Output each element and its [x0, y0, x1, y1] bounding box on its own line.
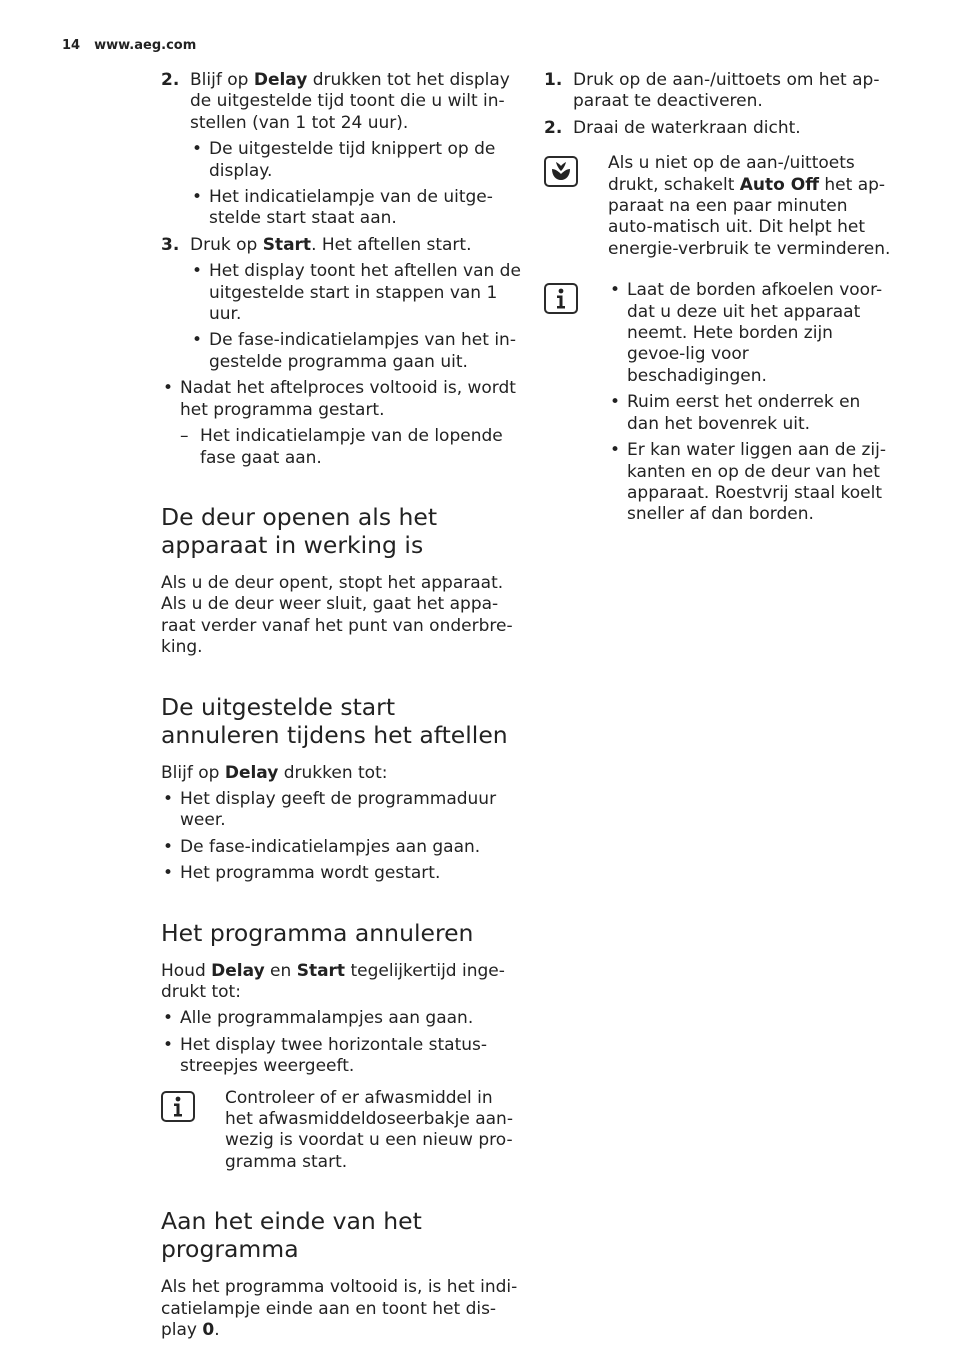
- dash-item: – Het indicatielampje van de lopende fase gaat aan.: [180, 426, 503, 468]
- step-number: 3.: [161, 234, 180, 255]
- step-1: [544, 70, 894, 113]
- section-text-end: Als het programma voltooid is, is het indi-catielampje einde aan en toont het dis-play 0.: [161, 1277, 518, 1341]
- list-item: • Het display geeft de programmaduur weer.: [163, 788, 497, 831]
- info-icon: [161, 1091, 195, 1122]
- section-text-door: Als u de deur opent, stopt het apparaat. Als u de deur weer sluit, gaat het appa-raat verder vanaf het punt van onderbre-king.: [161, 572, 513, 658]
- bullet-icon: •: [163, 836, 174, 857]
- bullet-icon: •: [163, 378, 174, 399]
- step-text: Blijf op Delay drukken tot het display de uitgestelde tijd toont die u wilt in-stellen (van 1 tot 24 uur).: [190, 70, 510, 133]
- step-number: 1.: [544, 70, 563, 90]
- section-title-door: De deur openen als het apparaat in werking is: [161, 502, 438, 559]
- list-item: • Het display toont het aftellen van de uitgestelde start in stappen van 1 uur.: [192, 261, 521, 325]
- list-item: • Alle programmalampjes aan gaan.: [163, 1008, 474, 1029]
- info-note: [544, 280, 894, 525]
- site-url: www.aeg.com: [94, 38, 197, 53]
- list-item: • De uitgestelde tijd knippert op de display.: [192, 139, 496, 181]
- bullet-icon: •: [192, 330, 203, 351]
- right-column: [544, 70, 894, 531]
- section-title-end: Aan het einde van het programma: [161, 1207, 422, 1264]
- bullet-icon: •: [163, 863, 174, 884]
- list-item: • Er kan water liggen aan de zij-kanten en op de deur van het apparaat. Roestvrij staal koelt sneller af dan borden.: [610, 440, 886, 525]
- step-2: [544, 118, 894, 139]
- bullet-icon: •: [610, 440, 621, 461]
- bullet-icon: •: [163, 1034, 174, 1055]
- list-item: • De fase-indicatielampjes van het in-gestelde programma gaan uit.: [192, 330, 516, 372]
- note-text: Als u niet op de aan-/uittoets drukt, schakelt Auto Off het ap-paraat na een paar minuten auto-matisch uit. Dit helpt het energie-verbruik te verminderen.: [608, 153, 891, 259]
- step-3: [161, 235, 521, 256]
- info-icon: [544, 283, 578, 314]
- bullet-icon: •: [163, 1008, 174, 1029]
- eco-leaf-icon: [544, 156, 578, 187]
- section-title-cancel-delay: De uitgestelde start annuleren tijdens het aftellen: [161, 692, 508, 749]
- section-intro: Blijf op Delay drukken tot:: [161, 762, 388, 783]
- list-item: • De fase-indicatielampjes aan gaan.: [163, 836, 481, 857]
- dash-icon: –: [180, 426, 189, 447]
- bullet-icon: •: [192, 139, 203, 160]
- bullet-icon: •: [192, 187, 203, 208]
- list-item: • Ruim eerst het onderrek en dan het bovenrek uit.: [610, 392, 861, 434]
- page-header: [62, 38, 196, 54]
- list-item: • Het display twee horizontale status-streepjes weergeeft.: [163, 1034, 487, 1077]
- bullet-icon: •: [610, 392, 621, 413]
- page-number: 14: [62, 38, 81, 53]
- bullet-icon: •: [192, 261, 203, 282]
- eco-note: [544, 153, 894, 260]
- section-title-cancel-program: Het programma annuleren: [161, 918, 474, 947]
- list-item: • Het programma wordt gestart.: [163, 863, 441, 884]
- note-text: Controleer of er afwasmiddel in het afwasmiddeldoseerbakje aan-wezig is voordat u een nieuw pro-gramma start.: [225, 1087, 513, 1172]
- step-text: Druk op de aan-/uittoets om het ap-paraat te deactiveren.: [573, 70, 880, 112]
- left-column: [161, 70, 521, 1341]
- list-item: • Nadat het aftelproces voltooid is, wordt het programma gestart.: [163, 378, 516, 420]
- list-item: • Laat de borden afkoelen voor-dat u deze uit het apparaat neemt. Hete borden zijn gevoe-lig voor beschadigingen.: [610, 280, 883, 386]
- bullet-icon: •: [610, 280, 621, 301]
- step-text: Druk op Start. Het aftellen start.: [190, 234, 472, 255]
- step-2: [161, 70, 521, 134]
- list-item: • Het indicatielampje van de uitge-stelde start staat aan.: [192, 187, 493, 229]
- step-text: Draai de waterkraan dicht.: [573, 117, 801, 138]
- step-number: 2.: [544, 117, 563, 138]
- bullet-icon: •: [163, 788, 174, 809]
- section-intro: Houd Delay en Start tegelijkertijd inge-drukt tot:: [161, 960, 505, 1002]
- info-note: [161, 1088, 521, 1174]
- step-number: 2.: [161, 70, 180, 90]
